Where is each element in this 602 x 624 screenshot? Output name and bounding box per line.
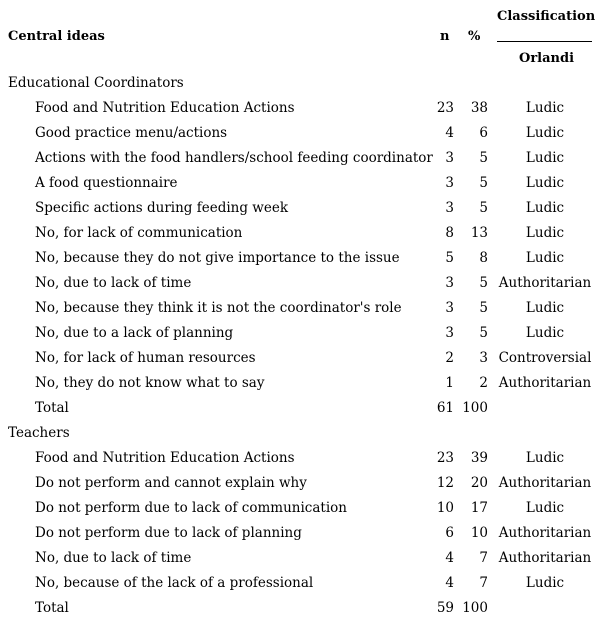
percent-cell: 6 [479, 125, 488, 141]
central-idea-cell: No, due to a lack of planning [35, 325, 234, 341]
percent-cell: 5 [479, 200, 488, 216]
n-cell: 61 [436, 400, 454, 416]
table-row [0, 121, 602, 146]
classification-cell: Authoritarian [498, 550, 592, 566]
percent-cell: 100 [462, 400, 488, 416]
n-cell: 12 [436, 475, 454, 491]
table-row [0, 171, 602, 196]
percent-cell: 5 [479, 175, 488, 191]
n-cell: 8 [445, 225, 454, 241]
classification-cell: Ludic [525, 175, 565, 191]
classification-cell: Ludic [525, 500, 565, 516]
classification-cell: Ludic [525, 575, 565, 591]
n-cell: 3 [445, 300, 454, 316]
percent-cell: 17 [470, 500, 488, 516]
table-row [0, 271, 602, 296]
n-cell: 59 [436, 600, 454, 616]
classification-cell: Authoritarian [498, 475, 592, 491]
header-central-ideas: Central ideas [8, 29, 105, 44]
percent-cell: 5 [479, 150, 488, 166]
n-cell: 3 [445, 200, 454, 216]
table-row [0, 471, 602, 496]
table-row [0, 396, 602, 421]
table-row [0, 446, 602, 471]
table-row [0, 596, 602, 621]
central-idea-cell: Specific actions during feeding week [35, 200, 289, 216]
percent-cell: 20 [470, 475, 488, 491]
table-row [0, 221, 602, 246]
n-cell: 1 [445, 375, 454, 391]
n-cell: 2 [445, 350, 454, 366]
central-idea-cell: No, because of the lack of a professional [35, 575, 314, 591]
percent-cell: 7 [479, 575, 488, 591]
classification-cell: Ludic [525, 225, 565, 241]
percent-cell: 10 [470, 525, 488, 541]
central-idea-cell: Good practice menu/actions [35, 125, 228, 141]
table-row [0, 146, 602, 171]
n-cell: 4 [445, 550, 454, 566]
classification-cell: Controversial [498, 350, 592, 366]
n-cell: 3 [445, 325, 454, 341]
classification-cell: Authoritarian [498, 375, 592, 391]
classification-cell: Ludic [525, 250, 565, 266]
header-percent: % [468, 29, 481, 44]
group-name: Teachers [8, 425, 70, 441]
percent-cell: 8 [479, 250, 488, 266]
central-idea-cell: Total [35, 600, 69, 616]
table-row [0, 371, 602, 396]
percent-cell: 3 [479, 350, 488, 366]
central-idea-cell: No, for lack of human resources [35, 350, 256, 366]
classification-cell: Ludic [525, 200, 565, 216]
table-row [0, 246, 602, 271]
central-idea-cell: No, for lack of communication [35, 225, 243, 241]
n-cell: 5 [445, 250, 454, 266]
classification-cell: Ludic [525, 150, 565, 166]
central-idea-cell: Total [35, 400, 69, 416]
central-idea-cell: No, because they think it is not the coordinator's role [35, 300, 402, 316]
table-row [0, 321, 602, 346]
header-divider [497, 41, 592, 42]
table-body [0, 71, 602, 621]
percent-cell: 38 [470, 100, 488, 116]
table-row [0, 96, 602, 121]
table-row [0, 496, 602, 521]
central-idea-cell: Do not perform and cannot explain why [35, 475, 307, 491]
classification-cell: Ludic [525, 125, 565, 141]
group-header-row [0, 421, 602, 446]
classification-cell: Authoritarian [498, 275, 592, 291]
header-orlandi: Orlandi [519, 51, 575, 66]
table-row [0, 196, 602, 221]
central-idea-cell: Food and Nutrition Education Actions [35, 100, 295, 116]
percent-cell: 39 [470, 450, 488, 466]
percent-cell: 5 [479, 275, 488, 291]
central-idea-cell: Do not perform due to lack of planning [35, 525, 302, 541]
percent-cell: 13 [470, 225, 488, 241]
percent-cell: 100 [462, 600, 488, 616]
n-cell: 3 [445, 175, 454, 191]
central-idea-cell: No, due to lack of time [35, 275, 192, 291]
classification-cell: Ludic [525, 100, 565, 116]
table-row [0, 346, 602, 371]
n-cell: 4 [445, 575, 454, 591]
n-cell: 6 [445, 525, 454, 541]
n-cell: 3 [445, 150, 454, 166]
percent-cell: 2 [479, 375, 488, 391]
table-row [0, 521, 602, 546]
header-classification: Classification [497, 9, 596, 24]
classification-cell: Ludic [525, 325, 565, 341]
percent-cell: 5 [479, 325, 488, 341]
header-n: n [440, 29, 450, 44]
central-idea-cell: No, due to lack of time [35, 550, 192, 566]
percent-cell: 5 [479, 300, 488, 316]
classification-cell: Ludic [525, 450, 565, 466]
central-idea-cell: No, because they do not give importance to the issue [35, 250, 400, 266]
n-cell: 23 [436, 450, 454, 466]
percent-cell: 7 [479, 550, 488, 566]
classification-cell: Ludic [525, 300, 565, 316]
group-name: Educational Coordinators [8, 75, 184, 91]
central-idea-cell: Actions with the food handlers/school feeding coordinator [35, 150, 433, 166]
group-header-row [0, 71, 602, 96]
table-row [0, 571, 602, 596]
classification-cell: Authoritarian [498, 525, 592, 541]
central-idea-cell: Food and Nutrition Education Actions [35, 450, 295, 466]
n-cell: 3 [445, 275, 454, 291]
central-idea-cell: Do not perform due to lack of communication [35, 500, 347, 516]
table-row [0, 296, 602, 321]
table-row [0, 546, 602, 571]
n-cell: 23 [436, 100, 454, 116]
n-cell: 10 [436, 500, 454, 516]
n-cell: 4 [445, 125, 454, 141]
central-idea-cell: A food questionnaire [35, 175, 178, 191]
central-idea-cell: No, they do not know what to say [35, 375, 265, 391]
